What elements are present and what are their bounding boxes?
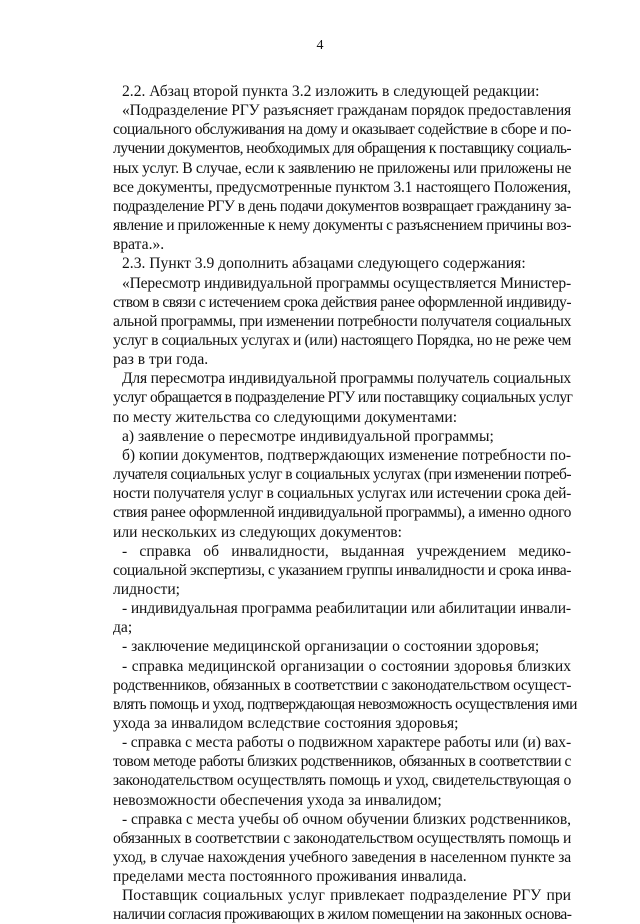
text-line: лучении документов, необходимых для обращения к поставщику социаль- [113, 140, 571, 158]
text-line: подразделение РГУ в день подачи документов возвращает гражданину за- [113, 197, 571, 215]
text-line: наличии согласия проживающих в жилом помещении на законных основа- [113, 906, 572, 924]
text-line: лидности; [113, 580, 181, 598]
text-line: 2.2. Абзац второй пункта 3.2 изложить в следующей редакции: [122, 83, 540, 100]
text-line: ством в связи с истечением срока действия ранее оформленной индивиду- [113, 293, 571, 311]
text-line: ных услуг. В случае, если к заявлению не приложены или приложены не [113, 159, 572, 177]
text-line: обязанных в соответствии с законодательством осуществлять помощь и [113, 829, 571, 847]
text-line: - заключение медицинской организации о состоянии здоровья; [122, 638, 540, 656]
text-line: родственников, обязанных в соответствии с законодательством осущест- [113, 676, 572, 694]
text-line: социальной экспертизы, с указанием группы инвалидности и срока инва- [113, 561, 571, 579]
text-line: раз в три года. [113, 351, 209, 369]
text-line: услуг в социальных услугах и (или) настоящего Порядка, но не реже чем [113, 331, 571, 349]
text-line: все документы, предусмотренные пунктом 3.1 настоящего Положения, [113, 178, 571, 196]
text-line: ности получателя услуг в социальных услугах или истечении срока дей- [113, 485, 571, 503]
text-line: влять помощь и уход, подтверждающая невозможность осуществления ими [113, 695, 577, 713]
text-line: - справка с места работы о подвижном характере работы или (и) вах- [122, 734, 571, 752]
text-line: - индивидуальная программа реабилитации или абилитации инвали- [122, 600, 571, 617]
page-number: 4 [316, 38, 324, 53]
text-line: ухода за инвалидом вследствие состояния здоровья; [113, 714, 459, 732]
text-line: а) заявление о пересмотре индивидуальной программы; [122, 427, 494, 445]
text-line: пределами места постоянного проживания инвалида. [113, 868, 467, 886]
text-line: альной программы, при изменении потребности получателя социальных [113, 312, 571, 330]
text-line: Для пересмотра индивидуальной программы получатель социальных [122, 370, 571, 388]
text-line: социального обслуживания на дому и оказывает содействие в сборе и по- [113, 121, 571, 139]
text-line: «Подразделение РГУ разъясняет гражданам порядок предоставления [122, 102, 571, 120]
text-line: ствия ранее оформленной индивидуальной программы), а именно одного [113, 504, 571, 522]
text-line: да; [113, 619, 133, 637]
text-line: невозможности обеспечения ухода за инвалидом; [113, 791, 442, 809]
text-line: или нескольких из следующих документов: [113, 523, 402, 541]
text-line: явление и приложенные к нему документы с разъяснением причины воз- [113, 217, 571, 234]
text-line: «Пересмотр индивидуальной программы осуществляется Министер- [122, 274, 571, 292]
text-line: лучателя социальных услуг в социальных услугах (при изменении потреб- [113, 466, 571, 483]
text-line: по месту жительства со следующими документами: [113, 408, 458, 426]
text-line: 2.3. Пункт 3.9 дополнить абзацами следующего содержания: [122, 255, 526, 273]
text-line: - справка об инвалидности, выданная учреждением медико- [122, 542, 572, 560]
text-line: услуг обращается в подразделение РГУ или поставщику социальных услуг [113, 389, 573, 407]
text-line: - справка медицинской организации о состоянии здоровья близких [122, 657, 571, 675]
text-line: врата.». [113, 236, 165, 254]
text-line: товом методе работы близких родственников, обязанных в соответствии с [113, 753, 571, 771]
text-line: б) копии документов, подтверждающих изменение потребности по- [122, 446, 571, 464]
text-line: - справка с места учебы об очном обучении близких родственников, [122, 810, 571, 828]
text-line: законодательством осуществлять помощь и уход, свидетельствующая о [113, 772, 571, 790]
text-line: уход, в случае нахождения учебного заведения в населенном пункте за [113, 849, 571, 866]
text-line: Поставщик социальных услуг привлекает подразделение РГУ при [122, 887, 571, 905]
